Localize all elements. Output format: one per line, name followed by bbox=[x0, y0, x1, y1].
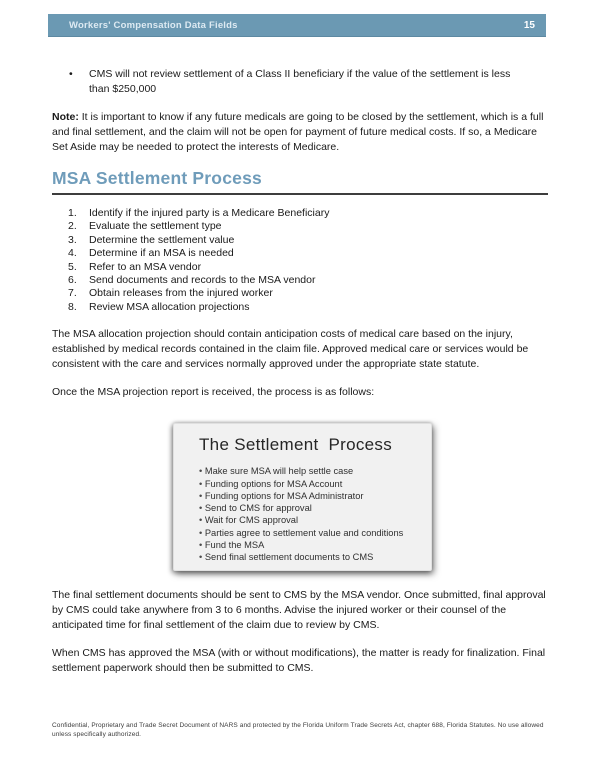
list-item-number: 8. bbox=[68, 300, 77, 313]
paragraph-final-settlement: The final settlement documents should be sent to CMS by the MSA vendor. Once submitted, final approval by CMS could take anywhere from 3 to 6 months. Advise the injured worker or their counsel of the anticipated time for final settlement of the claim due to review by CMS. bbox=[52, 589, 546, 632]
list-item bbox=[52, 234, 548, 247]
list-item bbox=[52, 274, 548, 287]
slide-title: The Settlement Process bbox=[199, 435, 393, 455]
note-text: It is important to know if any future medicals are going to be closed by the settlement, which is a full and final settlement, and the claim will not be open for payment of future medical costs. If so, a Medicare Set Aside may be needed to protect the interests of Medicare. bbox=[52, 111, 544, 153]
list-item-number: 6. bbox=[68, 274, 77, 287]
list-item-number: 3. bbox=[68, 233, 77, 246]
list-item-text: Refer to an MSA vendor bbox=[89, 260, 202, 273]
paragraph-cms-approved: When CMS has approved the MSA (with or without modifications), the matter is ready for finalization. Final settlement paperwork should then be submitted to CMS. bbox=[52, 647, 546, 675]
list-item-number: 7. bbox=[68, 287, 77, 300]
list-item bbox=[52, 261, 548, 274]
page-number: 15 bbox=[523, 19, 535, 31]
list-item bbox=[52, 207, 548, 220]
list-item bbox=[52, 247, 548, 260]
list-item-number: 2. bbox=[68, 220, 77, 233]
process-steps-list bbox=[52, 207, 548, 314]
list-item-number: 4. bbox=[68, 247, 77, 260]
slide-bullet-list bbox=[199, 465, 421, 563]
list-item bbox=[52, 287, 548, 300]
paragraph-once-received: Once the MSA projection report is received, the process is as follows: bbox=[52, 386, 375, 399]
paragraph-allocation: The MSA allocation projection should contain anticipation costs of medical care based on the injury, established by medical records contained in the claim file. Approved medical care or services would be consistent with the care and services normally approved under the appropriate state statute. bbox=[52, 328, 529, 371]
list-item-number: 1. bbox=[68, 207, 77, 219]
settlement-process-slide-image bbox=[173, 423, 432, 571]
header-title: Workers' Compensation Data Fields bbox=[69, 19, 238, 31]
list-item bbox=[52, 220, 548, 233]
note-label: Note: bbox=[52, 111, 79, 123]
slide-bullet-item: • Fund the MSA bbox=[199, 539, 421, 551]
list-item-text: Evaluate the settlement type bbox=[89, 220, 222, 233]
bullet-item-text: CMS will not review settlement of a Class II beneficiary if the value of the settlement is less than $250,000 bbox=[89, 68, 511, 95]
page-header-bar bbox=[48, 14, 546, 37]
list-item-text: Determine the settlement value bbox=[89, 233, 235, 246]
section-heading: MSA Settlement Process bbox=[52, 168, 548, 195]
slide-bullet-item: • Parties agree to settlement value and conditions bbox=[199, 527, 421, 539]
list-item-text: Review MSA allocation projections bbox=[89, 300, 250, 313]
note-paragraph bbox=[52, 110, 548, 155]
list-item-text: Send documents and records to the MSA vendor bbox=[89, 274, 316, 287]
slide-bullet-item: • Send to CMS for approval bbox=[199, 502, 421, 514]
bullet-item bbox=[52, 67, 548, 97]
slide-bullet-item: • Make sure MSA will help settle case bbox=[199, 465, 421, 477]
slide-bullet-item: • Funding options for MSA Account bbox=[199, 478, 421, 490]
list-item bbox=[52, 301, 548, 314]
slide-bullet-item: • Wait for CMS approval bbox=[199, 514, 421, 526]
bullet-marker-icon: • bbox=[69, 68, 73, 80]
list-item-text: Obtain releases from the injured worker bbox=[89, 287, 273, 300]
list-item-text: Identify if the injured party is a Medicare Beneficiary bbox=[89, 207, 330, 219]
confidentiality-footer: Confidential, Proprietary and Trade Secret Document of NARS and protected by the Florida Uniform Trade Secrets Act, chapter 688, Florida Statutes. No use allowed unless specifically authorized. bbox=[52, 722, 544, 738]
list-item-text: Determine if an MSA is needed bbox=[89, 247, 234, 260]
list-item-number: 5. bbox=[68, 260, 77, 273]
slide-bullet-item: • Send final settlement documents to CMS bbox=[199, 551, 421, 563]
page-content bbox=[52, 38, 548, 676]
slide-bullet-item: • Funding options for MSA Administrator bbox=[199, 490, 421, 502]
